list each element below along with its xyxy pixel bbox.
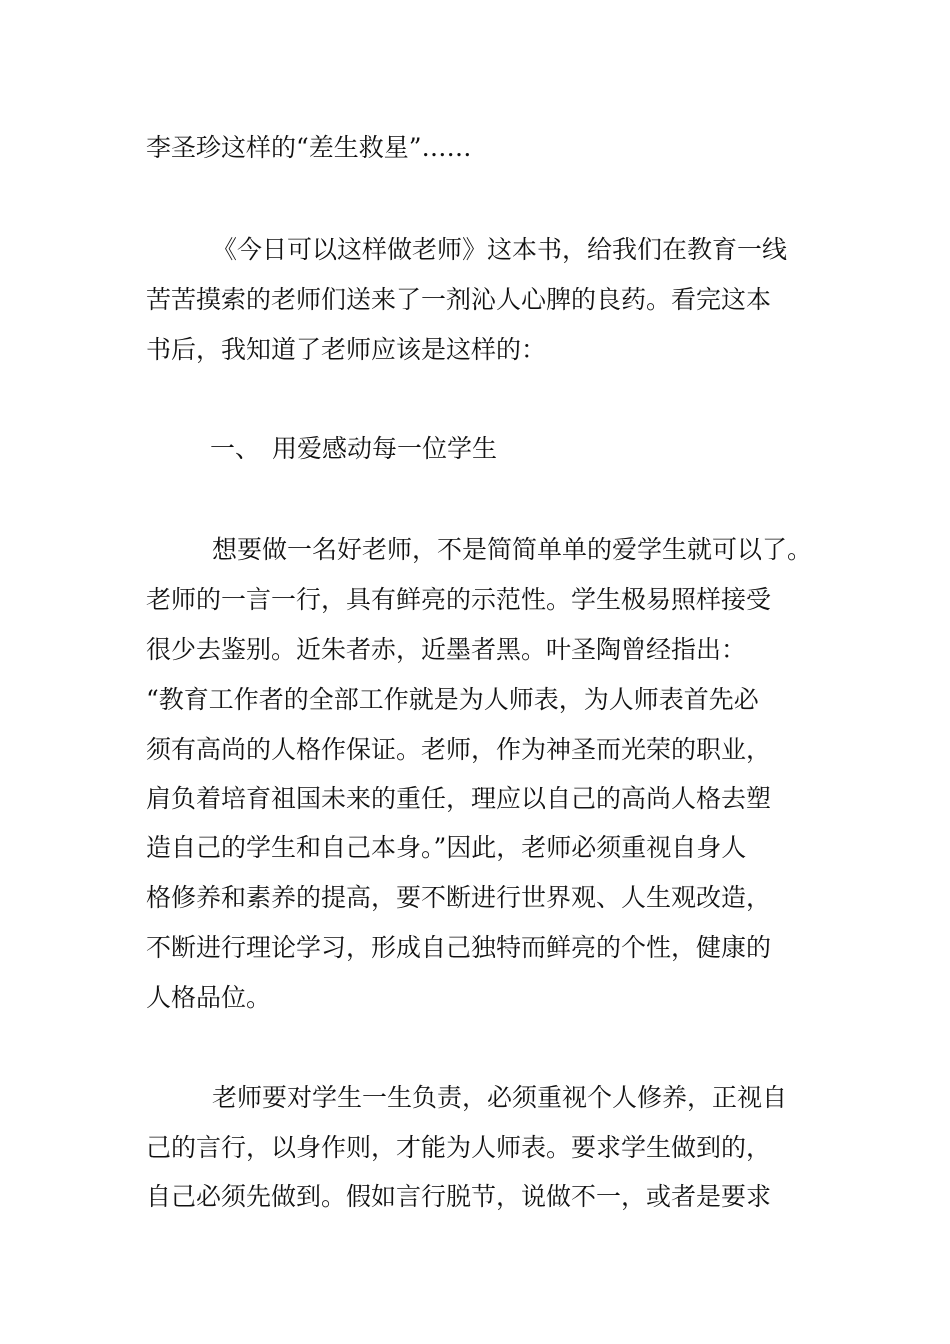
paragraph-1-line-4: “教育工作者的全部工作就是为人师表，为人师表首先必 [146, 685, 759, 714]
paragraph-1-line-8: 格修养和素养的提高，要不断进行世界观、人生观改造， [146, 883, 772, 912]
paragraph-1-line-7: 造自己的学生和自己本身。”因此，老师必须重视自身人 [146, 833, 747, 862]
paragraph-1-line-1: 想要做一名好老师，不是简简单单的爱学生就可以了。 [212, 535, 813, 564]
section-number: 一、 [210, 434, 261, 463]
paragraph-1-line-5: 须有高尚的人格作保证。老师，作为神圣而光荣的职业， [146, 735, 772, 764]
text-line-continuation: 李圣珍这样的“差生救星”…… [146, 133, 472, 162]
paragraph-intro-line-1: 《今日可以这样做老师》这本书，给我们在教育一线 [212, 235, 788, 264]
paragraph-intro-line-2: 苦苦摸索的老师们送来了一剂沁人心脾的良药。看完这本 [146, 285, 772, 314]
paragraph-1-line-10: 人格品位。 [146, 983, 272, 1012]
paragraph-2-line-3: 自己必须先做到。假如言行脱节，说做不一，或者是要求 [146, 1182, 772, 1211]
paragraph-intro-line-3: 书后，我知道了老师应该是这样的： [146, 335, 547, 364]
paragraph-1-line-3: 很少去鉴别。近朱者赤，近墨者黑。叶圣陶曾经指出： [146, 635, 747, 664]
paragraph-1-line-6: 肩负着培育祖国未来的重任，理应以自己的高尚人格去塑 [146, 784, 772, 813]
paragraph-2-line-1: 老师要对学生一生负责，必须重视个人修养，正视自 [212, 1083, 788, 1112]
paragraph-2-line-2: 己的言行，以身作则，才能为人师表。要求学生做到的， [146, 1133, 772, 1162]
paragraph-1-line-2: 老师的一言一行，具有鲜亮的示范性。学生极易照样接受 [146, 585, 772, 614]
section-heading: 用爱感动每一位学生 [272, 434, 498, 463]
paragraph-1-line-9: 不断进行理论学习，形成自己独特而鲜亮的个性，健康的 [146, 933, 772, 962]
